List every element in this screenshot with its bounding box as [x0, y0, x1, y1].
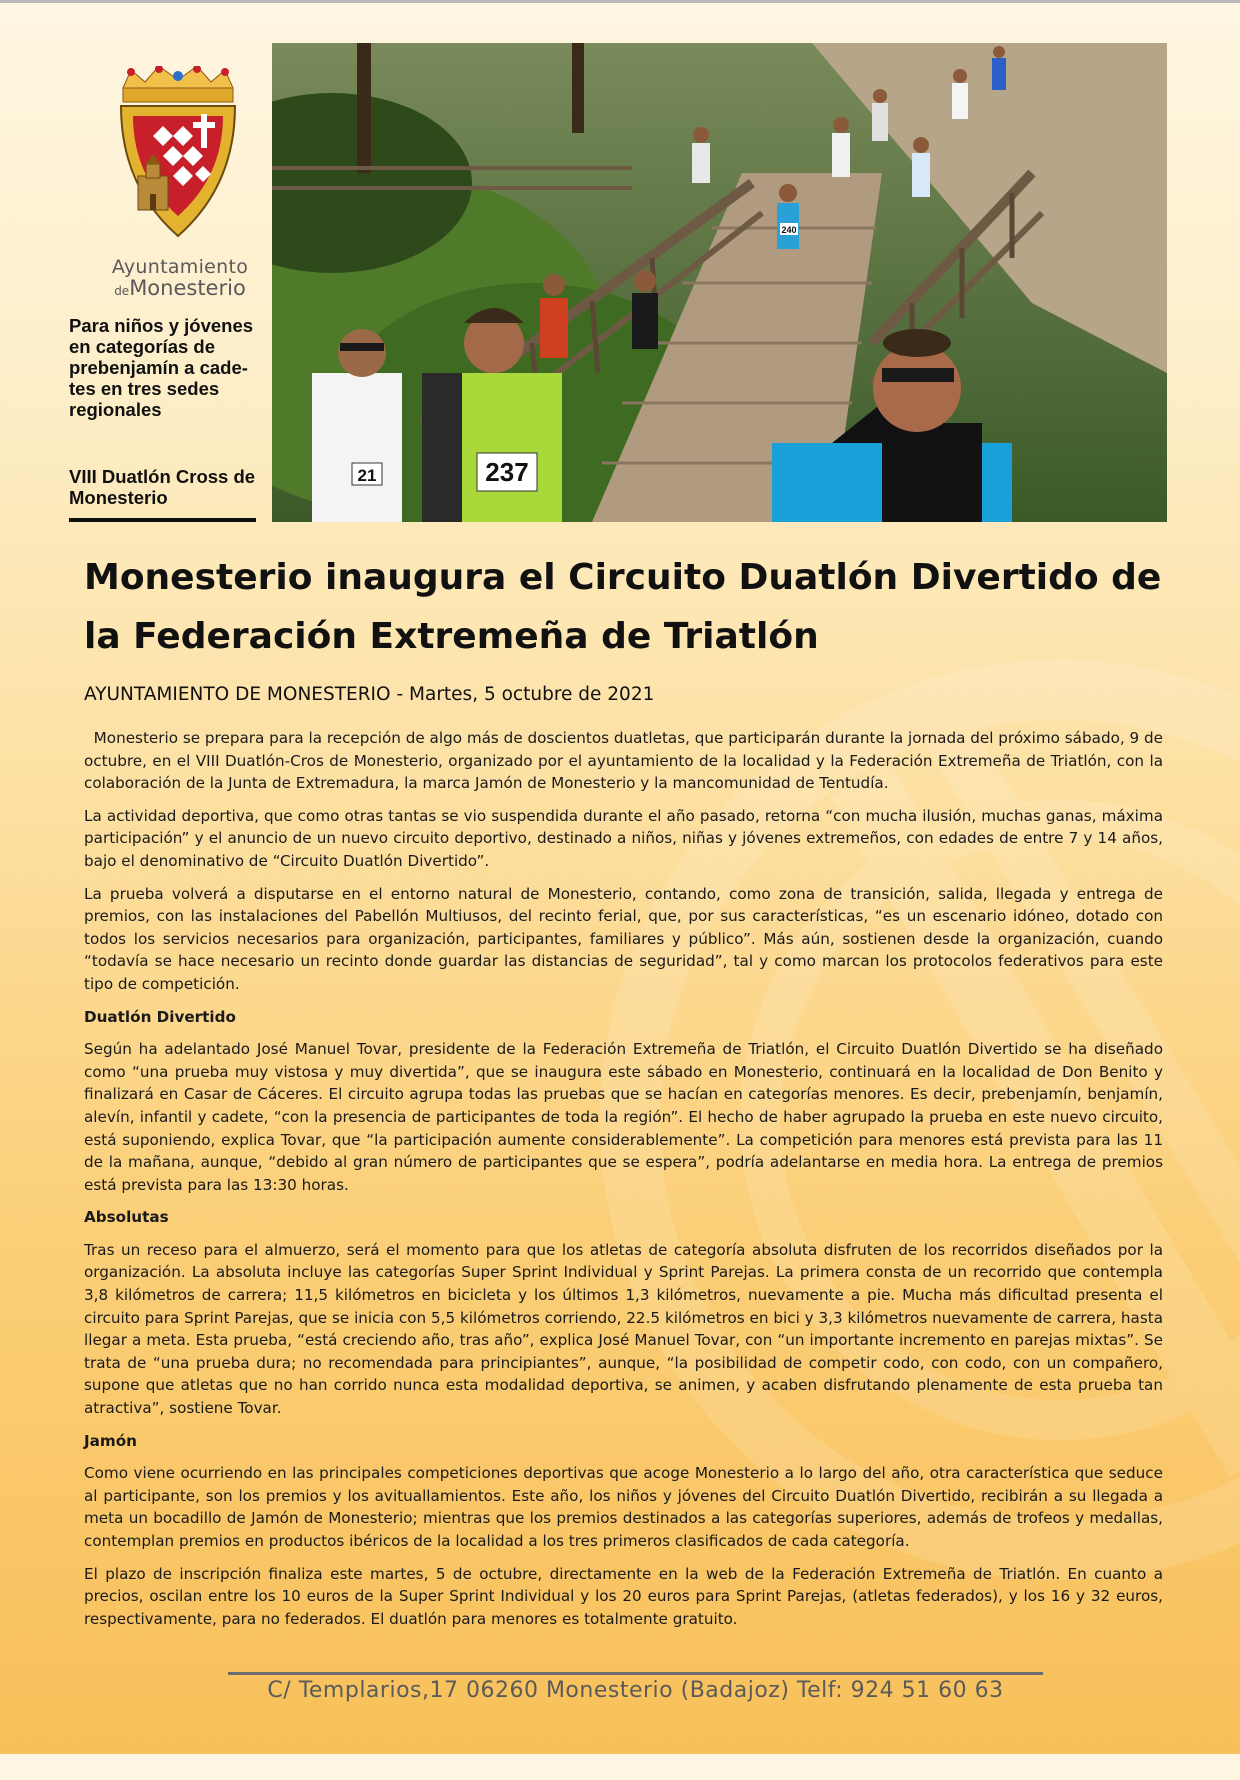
hero-photo-runners	[272, 43, 1167, 522]
bib-number-240: 240	[781, 225, 797, 235]
sidebar-note: Para niños y jóvenes en categorías de prebenjamín a cade-tes en tres sedes regionales	[69, 315, 254, 420]
paragraph-registration: El plazo de inscripción finaliza este martes, 5 de octubre, directamente en la web de la Federación Extremeña de Triatlón. En cuanto a precios, oscilan entre los 10 euros de la Super Sprint Individual y los 20 euros para Sprint Parejas, (atletas federados), y los 16 y 32 euros, respectivamente, para no federados. El duatlón para menores es totalmente gratuito.	[84, 1564, 1163, 1628]
bib-number-21: 21	[357, 466, 377, 485]
article-body	[84, 727, 1168, 1640]
paragraph-prizes: Como viene ocurriendo en las principales competiciones deportivas que acoge Monesterio a lo largo del año, otra característica que seduce al participante, son los premios y los avituallamientos. Este año, los niños y jóvenes del Circuito Duatlón Divertido, recibirán a su llegada a meta un bocadillo de Jamón de Monesterio; mientras que los premios destinados a las categorías superiores, además de trofeos y medallas, contemplan premios en productos ibéricos de la localidad a los tres primeros clasificados de cada categoría.	[84, 1464, 1163, 1550]
paragraph-venue: La prueba volverá a disputarse en el entorno natural de Monesterio, contando, como zona de transición, salida, llegada y entrega de premios, con las instalaciones del Pabellón Multiusos, del recinto ferial, que, por sus características, “es un escenario idóneo, dotado con todos los servicios necesarios para organización, participantes, familiares y público”. Más aún, sostienen desde la organización, cuando “todavía se hace necesario un recinto donde guardar las distancias de seguridad”, tal y como marcan los protocolos federativos para este tipo de competición.	[84, 884, 1163, 993]
paragraph-activity: La actividad deportiva, que como otras tantas se vio suspendida durante el año pasado, retorna “con mucha ilusión, muchas ganas, máxima participación” y el anuncio de un nuevo circuito deportivo, destinado a niños, niñas y jóvenes extremeños, con edades de entre 7 y 14 años, bajo el denominativo de “Circuito Duatlón Divertido”.	[84, 806, 1163, 870]
article-headline: Monesterio inaugura el Circuito Duatlón Divertido de la Federación Extremeña de Triatlón	[84, 557, 1162, 657]
sidebar-subtitle: VIII Duatlón Cross de Monesterio	[69, 466, 256, 508]
section-heading-duatlon-divertido: Duatlón Divertido	[84, 1007, 236, 1026]
logo-text-ayuntamiento: Ayuntamiento	[111, 256, 249, 278]
runners-bridge-illustration	[272, 43, 1167, 522]
section-heading-jamon: Jamón	[84, 1431, 137, 1450]
article-byline: AYUNTAMIENTO DE MONESTERIO - Martes, 5 octubre de 2021	[84, 684, 655, 705]
bib-number-237: 237	[485, 457, 529, 487]
footer-divider	[228, 1672, 1043, 1675]
footer-address: C/ Templarios,17 06260 Monesterio (Badajoz) Telf: 924 51 60 63	[267, 1678, 1004, 1703]
paragraph-intro: Monesterio se prepara para la recepción de algo más de doscientos duatletas, que participarán durante la jornada del próximo sábado, 9 de octubre, en el VIII Duatlón-Cros de Monesterio, organizado por el ayuntamiento de la localidad y la Federación Extremeña de Triatlón, con la colaboración de la Junta de Extremadura, la marca Jamón de Monesterio y la mancomunidad de Tentudía.	[84, 729, 1168, 793]
section-heading-absolutas: Absolutas	[84, 1208, 169, 1227]
paragraph-circuit: Según ha adelantado José Manuel Tovar, presidente de la Federación Extremeña de Triatlón, el Circuito Duatlón Divertido se ha diseñado como “una prueba muy vistosa y muy divertida”, que se inaugura este sábado en Monesterio, continuará en la localidad de Don Benito y finalizará en Casar de Cáceres. El circuito agrupa todas las pruebas que se hacían en categorías menores. Es decir, prebenjamín, benjamín, alevín, infantil y cadete, “con la presencia de participantes de toda la región”. El hecho de haber agrupado la prueba en este nuevo circuito, está suponiendo, explica Tovar, que “la participación aumente considerablemente”. La competición para menores está prevista para las 11 de la mañana, aunque, “debido al gran número de participantes que se espera”, podría adelantarse en media hora. La entrega de premios está prevista para las 13:30 horas.	[84, 1040, 1163, 1194]
logo-text-monesterio	[100, 276, 260, 300]
sidebar-divider	[69, 518, 256, 522]
logo-text-de: de	[114, 284, 130, 298]
logo-text-name: Monesterio	[129, 276, 246, 300]
top-border	[0, 0, 1240, 3]
paragraph-absolutas: Tras un receso para el almuerzo, será el momento para que los atletas de categoría absoluta disfruten de los recorridos diseñados por la organización. La absoluta incluye las categorías Super Sprint Individual y Sprint Parejas. La primera consta de un recorrido que contempla 3,8 kilómetros de carrera; 11,5 kilómetros en bicicleta y los últimos 1,3 kilómetros, nuevamente a pie. Mucha más dificultad presenta el circuito para Sprint Parejas, que se inicia con 5,5 kilómetros corriendo, 22.5 kilómetros en bici y 3,3 kilómetros nuevamente de carrera, hasta llegar a meta. Esta prueba, “está creciendo año, tras año”, explica José Manuel Tovar, con “un importante incremento en parejas mixtas”. Se trata de “una prueba dura; no recomendada para principiantes”, aunque, “la posibilidad de competir codo, con codo, con un compañero, supone que atletas que no han corrido nunca esta modalidad deportiva, se animen, y acaben disfrutando plenamente de esta prueba tan atractiva”, sostiene Tovar.	[84, 1240, 1163, 1418]
